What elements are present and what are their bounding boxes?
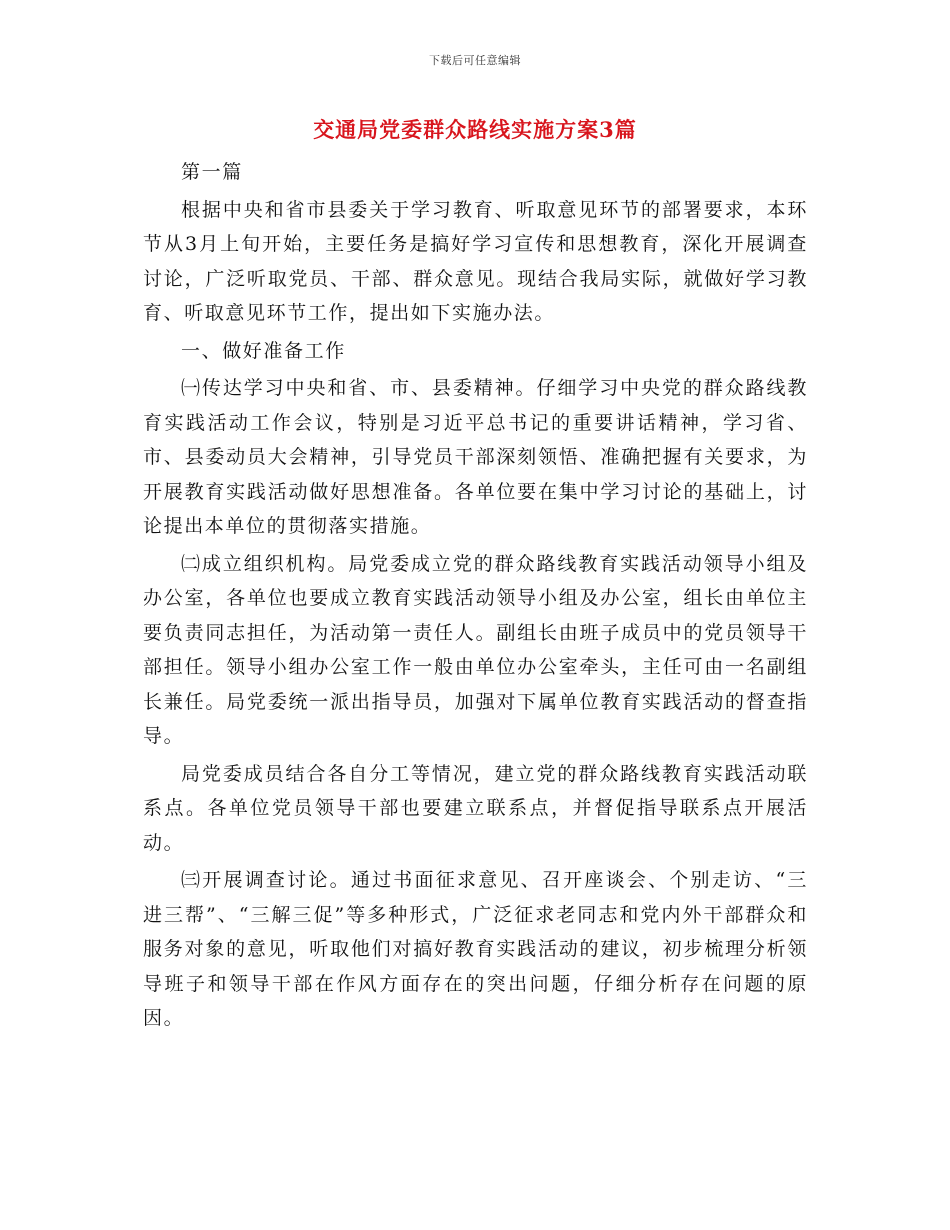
document-title: 交通局党委群众路线实施方案3篇 xyxy=(313,117,637,142)
paragraph-contact-points: 局党委成员结合各自分工等情况，建立党的群众路线教育实践活动联系点。各单位党员领导干部也要建立联系点，并督促指导联系点开展活动。 xyxy=(143,762,808,854)
section-heading-part-one: 第一篇 xyxy=(181,161,243,183)
document-body xyxy=(143,155,808,1036)
paragraph-item-2: ㈡成立组织机构。局党委成立党的群众路线教育实践活动领导小组及办公室，各单位也要成立教育实践活动领导小组及办公室，组长由单位主要负责同志担任，为活动第一责任人。副组长由班子成员中的党员领导干部担任。领导小组办公室工作一般由单位办公室牵头，主任可由一名副组长兼任。局党委统一派出指导员，加强对下属单位教育实践活动的督查指导。 xyxy=(143,552,808,747)
section-heading-preparation: 一、做好准备工作 xyxy=(181,339,346,362)
paragraph-intro: 根据中央和省市县委关于学习教育、听取意见环节的部署要求，本环节从3月上旬开始，主要任务是搞好学习宣传和思想教育，深化开展调查讨论，广泛听取党员、干部、群众意见。现结合我局实际，就做好学习教育、听取意见环节工作，提出如下实施办法。 xyxy=(143,198,808,324)
paragraph-item-3: ㈢开展调查讨论。通过书面征求意见、召开座谈会、个别走访、“三进三帮”、“三解三促”等多种形式，广泛征求老同志和党内外干部群众和服务对象的意见，听取他们对搞好教育实践活动的建议，初步梳理分析领导班子和领导干部在作风方面存在的突出问题，仔细分析存在问题的原因。 xyxy=(143,869,808,1029)
header-note: 下载后可任意编辑 xyxy=(429,54,521,67)
paragraph-item-1: ㈠传达学习中央和省、市、县委精神。仔细学习中央党的群众路线教育实践活动工作会议，特别是习近平总书记的重要讲话精神，学习省、市、县委动员大会精神，引导党员干部深刻领悟、准确把握有关要求，为开展教育实践活动做好思想准备。各单位要在集中学习讨论的基础上，讨论提出本单位的贯彻落实措施。 xyxy=(143,377,808,537)
